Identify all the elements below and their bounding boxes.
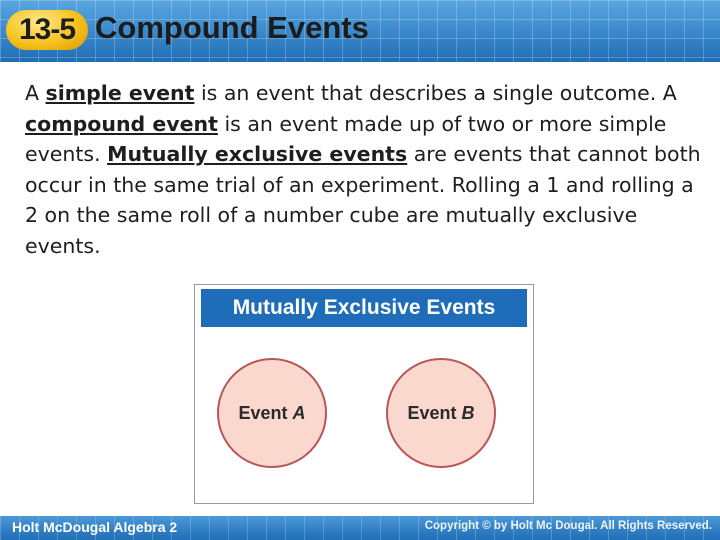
footer-copyright: Copyright © by Holt Mc Dougal. All Rights Reserved. (424, 520, 712, 532)
lesson-number-badge: 13-5 (6, 10, 88, 50)
event-a-prefix: Event (238, 402, 288, 423)
text-segment: is an event made up of two or more simple events. (25, 111, 667, 166)
definition-paragraph (25, 78, 705, 261)
diagram-title: Mutually Exclusive Events (201, 289, 527, 327)
term-compound-event: compound event (25, 111, 218, 136)
page-title: Compound Events (95, 10, 369, 45)
text-segment: A (25, 81, 46, 105)
mutually-exclusive-diagram (194, 284, 534, 504)
event-b-circle (386, 358, 496, 468)
event-b-label (407, 403, 474, 424)
footer-bar (0, 516, 720, 540)
event-a-circle (217, 358, 327, 468)
event-b-variable: B (461, 402, 475, 423)
event-a-variable: A (292, 402, 306, 423)
text-segment: are events that cannot both occur in the same trial of an experiment. Rolling a 1 and rolling a 2 on the same roll of a number cube are mutually exclusive events. (25, 142, 701, 258)
event-a-label (238, 403, 305, 424)
text-segment: is an event that describes a single outcome. A (194, 81, 677, 105)
term-simple-event: simple event (45, 81, 195, 105)
event-b-prefix: Event (407, 402, 457, 423)
term-mutually-exclusive-events: Mutually exclusive events (107, 142, 408, 166)
header-bar (0, 0, 720, 62)
footer-publisher: Holt McDougal Algebra 2 (12, 519, 178, 535)
